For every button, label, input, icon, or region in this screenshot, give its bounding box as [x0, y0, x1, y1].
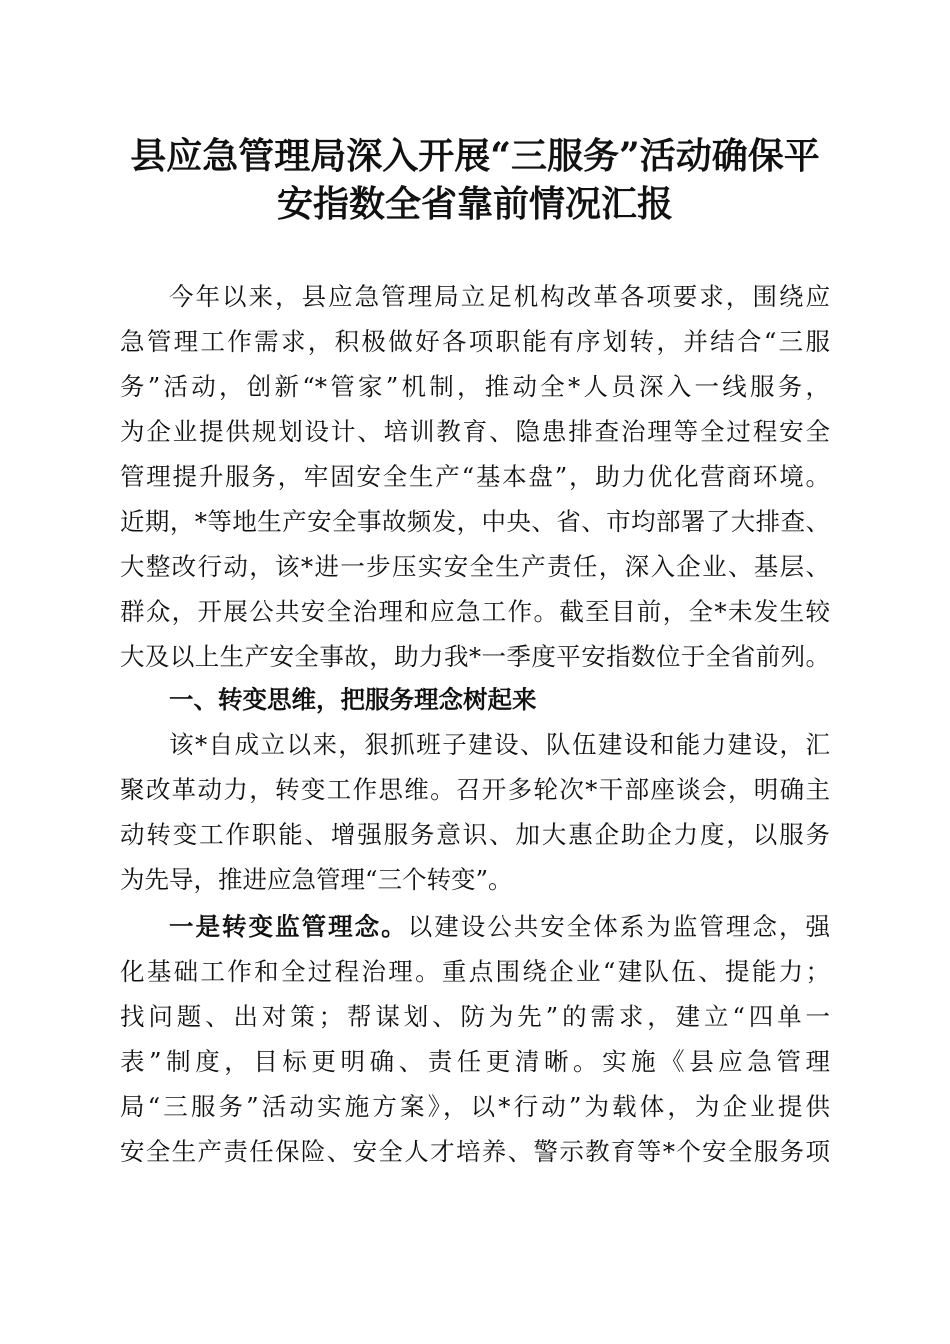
point-lead: 一是转变监管理念。 — [169, 912, 408, 941]
point-line: 找问题、出对策；帮谋划、防为先”的需求，建立“四单一 — [120, 1002, 830, 1031]
intro-line: 务”活动，创新“*管家”机制，推动全*人员深入一线服务， — [120, 372, 830, 401]
point-text: 以建设公共安全体系为监管理念，强 — [407, 912, 830, 941]
document-title-line-2: 安指数全省靠前情况汇报 — [276, 183, 673, 225]
intro-line: 管理提升服务，牢固安全生产“基本盘”，助力优化营商环境。 — [120, 462, 830, 491]
intro-line: 大及以上生产安全事故，助力我*一季度平安指数位于全省前列。 — [120, 642, 830, 671]
intro-line: 近期，*等地生产安全事故频发，中央、省、市均部署了大排查、 — [120, 507, 830, 536]
point-line: 局“三服务”活动实施方案》，以*行动”为载体，为企业提供 — [120, 1092, 830, 1121]
intro-line: 为企业提供规划设计、培训教育、隐患排查治理等全过程安全 — [120, 417, 830, 446]
intro-line: 群众，开展公共安全治理和应急工作。截至目前，全*未发生较 — [120, 597, 830, 626]
section-line: 动转变工作职能、增强服务意识、加大惠企助企力度，以服务 — [120, 820, 830, 849]
document-title-line-1: 县应急管理局深入开展“三服务”活动确保平 — [130, 135, 820, 177]
section-line: 为先导，推进应急管理“三个转变”。 — [120, 865, 513, 894]
intro-line: 急管理工作需求，积极做好各项职能有序划转，并结合“三服 — [120, 327, 830, 356]
point-line: 表”制度，目标更明确、责任更清晰。实施《县应急管理 — [120, 1047, 830, 1076]
intro-line: 今年以来，县应急管理局立足机构改革各项要求，围绕应 — [169, 282, 830, 311]
section-heading: 一、转变思维，把服务理念树起来 — [169, 685, 537, 714]
section-line: 聚改革动力，转变工作思维。召开多轮次*干部座谈会，明确主 — [120, 775, 830, 804]
point-line: 化基础工作和全过程治理。重点围绕企业“建队伍、提能力； — [120, 957, 830, 986]
point-line — [169, 905, 830, 949]
point-line: 安全生产责任保险、安全人才培养、警示教育等*个安全服务项 — [120, 1137, 830, 1166]
intro-line: 大整改行动，该*进一步压实安全生产责任，深入企业、基层、 — [120, 552, 830, 581]
section-line: 该*自成立以来，狠抓班子建设、队伍建设和能力建设，汇 — [169, 730, 830, 759]
